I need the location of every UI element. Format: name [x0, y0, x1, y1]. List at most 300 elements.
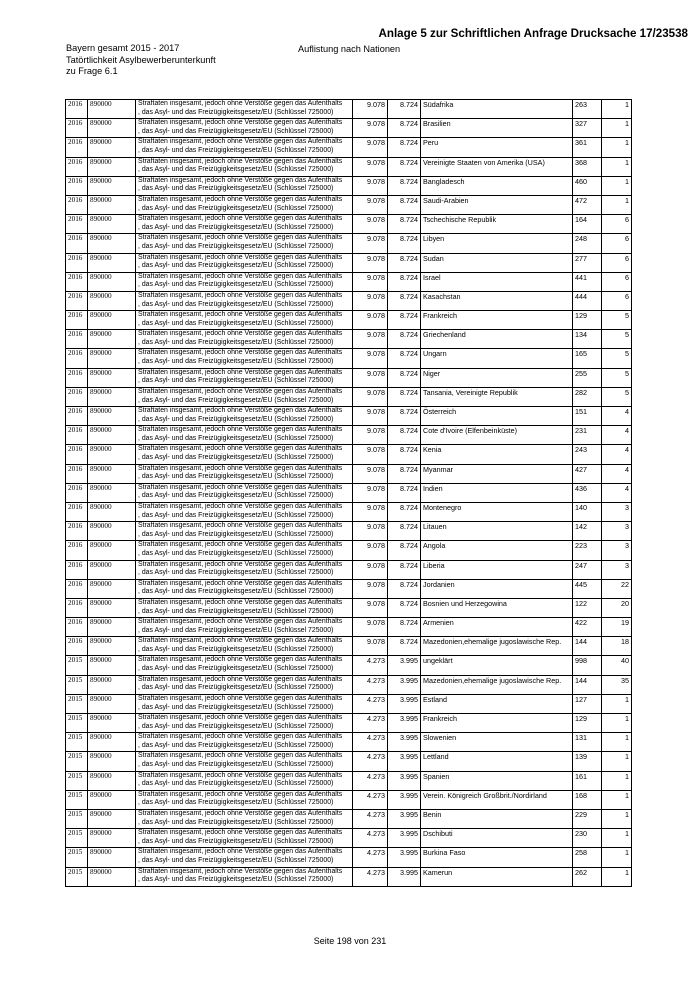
code-cell: 890000: [88, 253, 136, 272]
offense-description: [136, 368, 353, 387]
nationality-cell: Estland: [421, 694, 573, 713]
code-cell: 890000: [88, 733, 136, 752]
nationality-cell: Angola: [421, 541, 573, 560]
offense-description-line: , das Asyl- und das Freizügigkeitsgesetz/EU (Schlüssel 725000): [138, 454, 334, 462]
nationality-cell: Jordanien: [421, 579, 573, 598]
year-cell: 2016: [66, 176, 88, 195]
table-row: [66, 215, 632, 234]
year-cell: 2016: [66, 272, 88, 291]
offense-description-line: , das Asyl- und das Freizügigkeitsgesetz/EU (Schlüssel 725000): [138, 223, 334, 231]
offense-description-line: , das Asyl- und das Freizügigkeitsgesetz/EU (Schlüssel 725000): [138, 626, 334, 634]
total-cases-cell: 9.078: [353, 464, 388, 483]
offense-description-line: Straftaten insgesamt, jedoch ohne Verstöße gegen das Aufenthalts: [138, 809, 343, 817]
nationality-cell: Armenien: [421, 618, 573, 637]
offense-description: [136, 195, 353, 214]
count-cell: 4: [602, 407, 632, 426]
total-cases-cell: 9.078: [353, 579, 388, 598]
offense-description: [136, 311, 353, 330]
total-cases-cell: 9.078: [353, 195, 388, 214]
nationality-code-cell: 131: [573, 733, 602, 752]
table-row: [66, 330, 632, 349]
code-cell: 890000: [88, 426, 136, 445]
offense-description-line: Straftaten insgesamt, jedoch ohne Verstöße gegen das Aufenthalts: [138, 790, 343, 798]
cases-count-cell: 8.724: [388, 387, 421, 406]
nationality-code-cell: 122: [573, 598, 602, 617]
table-row: [66, 311, 632, 330]
year-cell: 2016: [66, 541, 88, 560]
nationality-cell: Kasachstan: [421, 291, 573, 310]
code-cell: 890000: [88, 215, 136, 234]
total-cases-cell: 9.078: [353, 637, 388, 656]
offense-description: [136, 215, 353, 234]
table-row: [66, 157, 632, 176]
offense-description: [136, 272, 353, 291]
count-cell: 6: [602, 215, 632, 234]
count-cell: 1: [602, 809, 632, 828]
year-cell: 2015: [66, 809, 88, 828]
year-cell: 2016: [66, 637, 88, 656]
cases-count-cell: 8.724: [388, 445, 421, 464]
offense-description-line: , das Asyl- und das Freizügigkeitsgesetz/EU (Schlüssel 725000): [138, 799, 334, 807]
cases-count-cell: 8.724: [388, 311, 421, 330]
count-cell: 1: [602, 752, 632, 771]
table-row: [66, 407, 632, 426]
table-row: [66, 541, 632, 560]
offense-description-line: Straftaten insgesamt, jedoch ohne Verstöße gegen das Aufenthalts: [138, 195, 343, 203]
nationality-cell: Cote d'Ivoire (Elfenbeinküste): [421, 426, 573, 445]
table-row: [66, 464, 632, 483]
nationality-cell: Frankreich: [421, 714, 573, 733]
year-cell: 2016: [66, 119, 88, 138]
nationality-code-cell: 436: [573, 483, 602, 502]
cases-count-cell: 8.724: [388, 637, 421, 656]
offense-description-line: , das Asyl- und das Freizügigkeitsgesetz/EU (Schlüssel 725000): [138, 262, 334, 270]
code-cell: 890000: [88, 771, 136, 790]
offense-description-line: , das Asyl- und das Freizügigkeitsgesetz/EU (Schlüssel 725000): [138, 300, 334, 308]
offense-description-line: , das Asyl- und das Freizügigkeitsgesetz/EU (Schlüssel 725000): [138, 588, 334, 596]
offense-description-line: Straftaten insgesamt, jedoch ohne Verstöße gegen das Aufenthalts: [138, 598, 343, 606]
table-row: [66, 733, 632, 752]
nationality-code-cell: 144: [573, 637, 602, 656]
offense-description-line: Straftaten insgesamt, jedoch ohne Verstöße gegen das Aufenthalts: [138, 483, 343, 491]
offense-description-line: Straftaten insgesamt, jedoch ohne Verstöße gegen das Aufenthalts: [138, 157, 343, 165]
nationality-code-cell: 441: [573, 272, 602, 291]
offense-description: [136, 867, 353, 886]
cases-count-cell: 8.724: [388, 215, 421, 234]
nationality-cell: Sudan: [421, 253, 573, 272]
offense-description-line: , das Asyl- und das Freizügigkeitsgesetz/EU (Schlüssel 725000): [138, 703, 334, 711]
cases-count-cell: 8.724: [388, 560, 421, 579]
offense-description: [136, 464, 353, 483]
table-row: [66, 522, 632, 541]
total-cases-cell: 4.273: [353, 848, 388, 867]
total-cases-cell: 9.078: [353, 253, 388, 272]
offense-description-line: Straftaten insgesamt, jedoch ohne Verstöße gegen das Aufenthalts: [138, 733, 343, 741]
year-cell: 2016: [66, 100, 88, 119]
offense-description-line: Straftaten insgesamt, jedoch ohne Verstöße gegen das Aufenthalts: [138, 560, 343, 568]
offense-description-line: Straftaten insgesamt, jedoch ohne Verstöße gegen das Aufenthalts: [138, 829, 343, 837]
nationality-cell: Spanien: [421, 771, 573, 790]
year-cell: 2016: [66, 445, 88, 464]
offense-description-line: , das Asyl- und das Freizügigkeitsgesetz/EU (Schlüssel 725000): [138, 166, 334, 174]
cases-count-cell: 3.995: [388, 829, 421, 848]
total-cases-cell: 9.078: [353, 387, 388, 406]
count-cell: 6: [602, 253, 632, 272]
count-cell: 35: [602, 675, 632, 694]
cases-count-cell: 8.724: [388, 368, 421, 387]
code-cell: 890000: [88, 829, 136, 848]
nationality-cell: Montenegro: [421, 502, 573, 521]
total-cases-cell: 9.078: [353, 560, 388, 579]
nationality-cell: Israel: [421, 272, 573, 291]
year-cell: 2016: [66, 253, 88, 272]
cases-count-cell: 8.724: [388, 330, 421, 349]
total-cases-cell: 4.273: [353, 829, 388, 848]
count-cell: 4: [602, 464, 632, 483]
nationality-cell: Liberia: [421, 560, 573, 579]
code-cell: 890000: [88, 656, 136, 675]
offense-description-line: , das Asyl- und das Freizügigkeitsgesetz/EU (Schlüssel 725000): [138, 857, 334, 865]
code-cell: 890000: [88, 637, 136, 656]
count-cell: 40: [602, 656, 632, 675]
nationality-cell: Frankreich: [421, 311, 573, 330]
nationality-cell: Österreich: [421, 407, 573, 426]
offense-description-line: Straftaten insgesamt, jedoch ohne Verstöße gegen das Aufenthalts: [138, 579, 343, 587]
count-cell: 1: [602, 176, 632, 195]
nationality-cell: Saudi-Arabien: [421, 195, 573, 214]
nationality-code-cell: 231: [573, 426, 602, 445]
count-cell: 4: [602, 445, 632, 464]
count-cell: 1: [602, 714, 632, 733]
offense-description-line: Straftaten insgesamt, jedoch ohne Verstöße gegen das Aufenthalts: [138, 311, 343, 319]
offense-description: [136, 656, 353, 675]
year-cell: 2016: [66, 349, 88, 368]
nationality-cell: Benin: [421, 809, 573, 828]
total-cases-cell: 4.273: [353, 733, 388, 752]
total-cases-cell: 9.078: [353, 176, 388, 195]
table-row: [66, 790, 632, 809]
total-cases-cell: 4.273: [353, 790, 388, 809]
offense-description-line: , das Asyl- und das Freizügigkeitsgesetz/EU (Schlüssel 725000): [138, 741, 334, 749]
nationality-code-cell: 230: [573, 829, 602, 848]
count-cell: 1: [602, 867, 632, 886]
count-cell: 3: [602, 560, 632, 579]
code-cell: 890000: [88, 100, 136, 119]
offense-description-line: , das Asyl- und das Freizügigkeitsgesetz/EU (Schlüssel 725000): [138, 415, 334, 423]
offense-description: [136, 694, 353, 713]
table-row: [66, 637, 632, 656]
table-row: [66, 119, 632, 138]
table-row: [66, 368, 632, 387]
nationality-cell: Dschibuti: [421, 829, 573, 848]
nationality-code-cell: 165: [573, 349, 602, 368]
document-title: Anlage 5 zur Schriftlichen Anfrage Drucksache 17/23538: [378, 27, 688, 40]
cases-count-cell: 8.724: [388, 253, 421, 272]
nationality-code-cell: 444: [573, 291, 602, 310]
cases-count-cell: 8.724: [388, 579, 421, 598]
code-cell: 890000: [88, 618, 136, 637]
table-row: [66, 234, 632, 253]
count-cell: 4: [602, 483, 632, 502]
offense-description: [136, 138, 353, 157]
year-cell: 2016: [66, 291, 88, 310]
cases-count-cell: 8.724: [388, 407, 421, 426]
offense-description: [136, 407, 353, 426]
offense-description-line: , das Asyl- und das Freizügigkeitsgesetz/EU (Schlüssel 725000): [138, 377, 334, 385]
year-cell: 2015: [66, 790, 88, 809]
year-cell: 2016: [66, 483, 88, 502]
code-cell: 890000: [88, 234, 136, 253]
offense-description-line: Straftaten insgesamt, jedoch ohne Verstöße gegen das Aufenthalts: [138, 368, 343, 376]
count-cell: 3: [602, 502, 632, 521]
total-cases-cell: 9.078: [353, 407, 388, 426]
count-cell: 1: [602, 733, 632, 752]
year-cell: 2016: [66, 387, 88, 406]
year-cell: 2016: [66, 522, 88, 541]
nationality-code-cell: 445: [573, 579, 602, 598]
offense-description: [136, 675, 353, 694]
offense-description-line: , das Asyl- und das Freizügigkeitsgesetz/EU (Schlüssel 725000): [138, 185, 334, 193]
code-cell: 890000: [88, 541, 136, 560]
cases-count-cell: 8.724: [388, 272, 421, 291]
cases-count-cell: 8.724: [388, 618, 421, 637]
year-cell: 2016: [66, 598, 88, 617]
code-cell: 890000: [88, 291, 136, 310]
offense-description: [136, 790, 353, 809]
cases-count-cell: 3.995: [388, 733, 421, 752]
table-row: [66, 809, 632, 828]
offense-description-line: Straftaten insgesamt, jedoch ohne Verstöße gegen das Aufenthalts: [138, 426, 343, 434]
cases-count-cell: 8.724: [388, 119, 421, 138]
offense-description-line: , das Asyl- und das Freizügigkeitsgesetz/EU (Schlüssel 725000): [138, 243, 334, 251]
count-cell: 1: [602, 790, 632, 809]
offense-description-line: Straftaten insgesamt, jedoch ohne Verstöße gegen das Aufenthalts: [138, 407, 343, 414]
year-cell: 2016: [66, 157, 88, 176]
nationality-cell: Peru: [421, 138, 573, 157]
total-cases-cell: 9.078: [353, 445, 388, 464]
offense-description-line: , das Asyl- und das Freizügigkeitsgesetz/EU (Schlüssel 725000): [138, 607, 334, 615]
report-info: [66, 43, 216, 78]
code-cell: 890000: [88, 522, 136, 541]
nationality-code-cell: 142: [573, 522, 602, 541]
total-cases-cell: 9.078: [353, 541, 388, 560]
count-cell: 6: [602, 234, 632, 253]
year-cell: 2016: [66, 195, 88, 214]
year-cell: 2016: [66, 618, 88, 637]
cases-count-cell: 3.995: [388, 771, 421, 790]
code-cell: 890000: [88, 157, 136, 176]
offense-description: [136, 829, 353, 848]
total-cases-cell: 9.078: [353, 157, 388, 176]
offense-description: [136, 291, 353, 310]
nationality-code-cell: 255: [573, 368, 602, 387]
table-row: [66, 100, 632, 119]
table-row: [66, 829, 632, 848]
table-row: [66, 445, 632, 464]
offense-description: [136, 848, 353, 867]
offense-description-line: , das Asyl- und das Freizügigkeitsgesetz/EU (Schlüssel 725000): [138, 147, 334, 155]
offense-description: [136, 598, 353, 617]
table-row: [66, 176, 632, 195]
code-cell: 890000: [88, 349, 136, 368]
cases-count-cell: 3.995: [388, 714, 421, 733]
nationality-code-cell: 151: [573, 407, 602, 426]
code-cell: 890000: [88, 714, 136, 733]
count-cell: 4: [602, 426, 632, 445]
offense-description: [136, 426, 353, 445]
offense-description-line: Straftaten insgesamt, jedoch ohne Verstöße gegen das Aufenthalts: [138, 656, 343, 664]
count-cell: 22: [602, 579, 632, 598]
total-cases-cell: 9.078: [353, 215, 388, 234]
cases-count-cell: 8.724: [388, 176, 421, 195]
year-cell: 2015: [66, 771, 88, 790]
nationality-cell: Niger: [421, 368, 573, 387]
year-cell: 2016: [66, 330, 88, 349]
offense-description-line: , das Asyl- und das Freizügigkeitsgesetz/EU (Schlüssel 725000): [138, 204, 334, 212]
year-cell: 2016: [66, 579, 88, 598]
nationality-cell: Myanmar: [421, 464, 573, 483]
nationality-cell: Lettland: [421, 752, 573, 771]
offense-description-line: , das Asyl- und das Freizügigkeitsgesetz/EU (Schlüssel 725000): [138, 722, 334, 730]
count-cell: 1: [602, 157, 632, 176]
nationality-cell: Tschechische Republik: [421, 215, 573, 234]
offense-description: [136, 157, 353, 176]
nationality-code-cell: 243: [573, 445, 602, 464]
code-cell: 890000: [88, 809, 136, 828]
offense-description-line: Straftaten insgesamt, jedoch ohne Verstöße gegen das Aufenthalts: [138, 714, 343, 721]
total-cases-cell: 9.078: [353, 291, 388, 310]
offense-description-line: , das Asyl- und das Freizügigkeitsgesetz/EU (Schlüssel 725000): [138, 818, 334, 826]
cases-count-cell: 8.724: [388, 426, 421, 445]
report-info-line: Tatörtlichkeit Asylbewerberunterkunft: [66, 54, 216, 65]
code-cell: 890000: [88, 848, 136, 867]
count-cell: 18: [602, 637, 632, 656]
offense-description-line: , das Asyl- und das Freizügigkeitsgesetz/EU (Schlüssel 725000): [138, 358, 334, 366]
total-cases-cell: 4.273: [353, 809, 388, 828]
total-cases-cell: 4.273: [353, 752, 388, 771]
cases-count-cell: 8.724: [388, 483, 421, 502]
nationality-code-cell: 129: [573, 714, 602, 733]
year-cell: 2015: [66, 656, 88, 675]
year-cell: 2016: [66, 464, 88, 483]
year-cell: 2016: [66, 560, 88, 579]
offense-description-line: Straftaten insgesamt, jedoch ohne Verstöße gegen das Aufenthalts: [138, 522, 343, 530]
table-row: [66, 714, 632, 733]
code-cell: 890000: [88, 790, 136, 809]
nationality-cell: Libyen: [421, 234, 573, 253]
total-cases-cell: 9.078: [353, 522, 388, 541]
year-cell: 2015: [66, 675, 88, 694]
offense-description: [136, 387, 353, 406]
offense-description: [136, 330, 353, 349]
year-cell: 2016: [66, 426, 88, 445]
offense-description-line: Straftaten insgesamt, jedoch ohne Verstöße gegen das Aufenthalts: [138, 464, 343, 472]
table-row: [66, 502, 632, 521]
offense-description-line: , das Asyl- und das Freizügigkeitsgesetz/EU (Schlüssel 725000): [138, 837, 334, 845]
cases-count-cell: 3.995: [388, 790, 421, 809]
cases-count-cell: 3.995: [388, 656, 421, 675]
cases-count-cell: 8.724: [388, 291, 421, 310]
offense-description-line: Straftaten insgesamt, jedoch ohne Verstöße gegen das Aufenthalts: [138, 541, 343, 549]
nationality-code-cell: 368: [573, 157, 602, 176]
offense-description-line: , das Asyl- und das Freizügigkeitsgesetz/EU (Schlüssel 725000): [138, 434, 334, 442]
code-cell: 890000: [88, 867, 136, 886]
cases-count-cell: 8.724: [388, 234, 421, 253]
count-cell: 1: [602, 138, 632, 157]
total-cases-cell: 9.078: [353, 138, 388, 157]
nationality-code-cell: 263: [573, 100, 602, 119]
offense-description-line: Straftaten insgesamt, jedoch ohne Verstöße gegen das Aufenthalts: [138, 502, 343, 510]
nationality-code-cell: 161: [573, 771, 602, 790]
nationality-cell: Burkina Faso: [421, 848, 573, 867]
offense-description-line: Straftaten insgesamt, jedoch ohne Verstöße gegen das Aufenthalts: [138, 291, 343, 299]
nationality-cell: Griechenland: [421, 330, 573, 349]
table-row: [66, 272, 632, 291]
offense-description-line: Straftaten insgesamt, jedoch ohne Verstöße gegen das Aufenthalts: [138, 752, 343, 760]
offense-description-line: Straftaten insgesamt, jedoch ohne Verstöße gegen das Aufenthalts: [138, 867, 343, 875]
offense-description: [136, 752, 353, 771]
cases-count-cell: 3.995: [388, 675, 421, 694]
count-cell: 1: [602, 100, 632, 119]
count-cell: 6: [602, 272, 632, 291]
offense-description-line: , das Asyl- und das Freizügigkeitsgesetz/EU (Schlüssel 725000): [138, 338, 334, 346]
offense-description-line: , das Asyl- und das Freizügigkeitsgesetz/EU (Schlüssel 725000): [138, 550, 334, 558]
cases-count-cell: 8.724: [388, 598, 421, 617]
table-row: [66, 426, 632, 445]
offense-description: [136, 349, 353, 368]
nationality-code-cell: 168: [573, 790, 602, 809]
offense-description-line: Straftaten insgesamt, jedoch ohne Verstöße gegen das Aufenthalts: [138, 119, 343, 127]
total-cases-cell: 9.078: [353, 368, 388, 387]
offense-description-line: Straftaten insgesamt, jedoch ohne Verstöße gegen das Aufenthalts: [138, 234, 343, 242]
code-cell: 890000: [88, 387, 136, 406]
year-cell: 2015: [66, 867, 88, 886]
count-cell: 1: [602, 771, 632, 790]
offense-description-line: , das Asyl- und das Freizügigkeitsgesetz/EU (Schlüssel 725000): [138, 530, 334, 538]
offense-description-line: Straftaten insgesamt, jedoch ohne Verstöße gegen das Aufenthalts: [138, 771, 343, 779]
year-cell: 2016: [66, 502, 88, 521]
offense-description-line: , das Asyl- und das Freizügigkeitsgesetz/EU (Schlüssel 725000): [138, 684, 334, 692]
cases-count-cell: 8.724: [388, 157, 421, 176]
table-row: [66, 694, 632, 713]
cases-count-cell: 8.724: [388, 195, 421, 214]
nationality-code-cell: 140: [573, 502, 602, 521]
total-cases-cell: 9.078: [353, 272, 388, 291]
table-row: [66, 349, 632, 368]
nationality-cell: Brasilien: [421, 119, 573, 138]
year-cell: 2016: [66, 138, 88, 157]
cases-count-cell: 8.724: [388, 541, 421, 560]
nationality-code-cell: 262: [573, 867, 602, 886]
table-row: [66, 560, 632, 579]
offense-description-line: , das Asyl- und das Freizügigkeitsgesetz/EU (Schlüssel 725000): [138, 396, 334, 404]
offense-description-line: Straftaten insgesamt, jedoch ohne Verstöße gegen das Aufenthalts: [138, 675, 343, 683]
offense-description-line: Straftaten insgesamt, jedoch ohne Verstöße gegen das Aufenthalts: [138, 272, 343, 280]
cases-count-cell: 3.995: [388, 848, 421, 867]
offense-description: [136, 809, 353, 828]
count-cell: 1: [602, 119, 632, 138]
nationality-cell: Vereinigte Staaten von Amerika (USA): [421, 157, 573, 176]
nationality-code-cell: 258: [573, 848, 602, 867]
count-cell: 1: [602, 694, 632, 713]
code-cell: 890000: [88, 694, 136, 713]
nationality-code-cell: 248: [573, 234, 602, 253]
offense-description-line: Straftaten insgesamt, jedoch ohne Verstöße gegen das Aufenthalts: [138, 618, 343, 626]
nationality-code-cell: 223: [573, 541, 602, 560]
offense-description: [136, 637, 353, 656]
cases-count-cell: 3.995: [388, 694, 421, 713]
table-row: [66, 483, 632, 502]
